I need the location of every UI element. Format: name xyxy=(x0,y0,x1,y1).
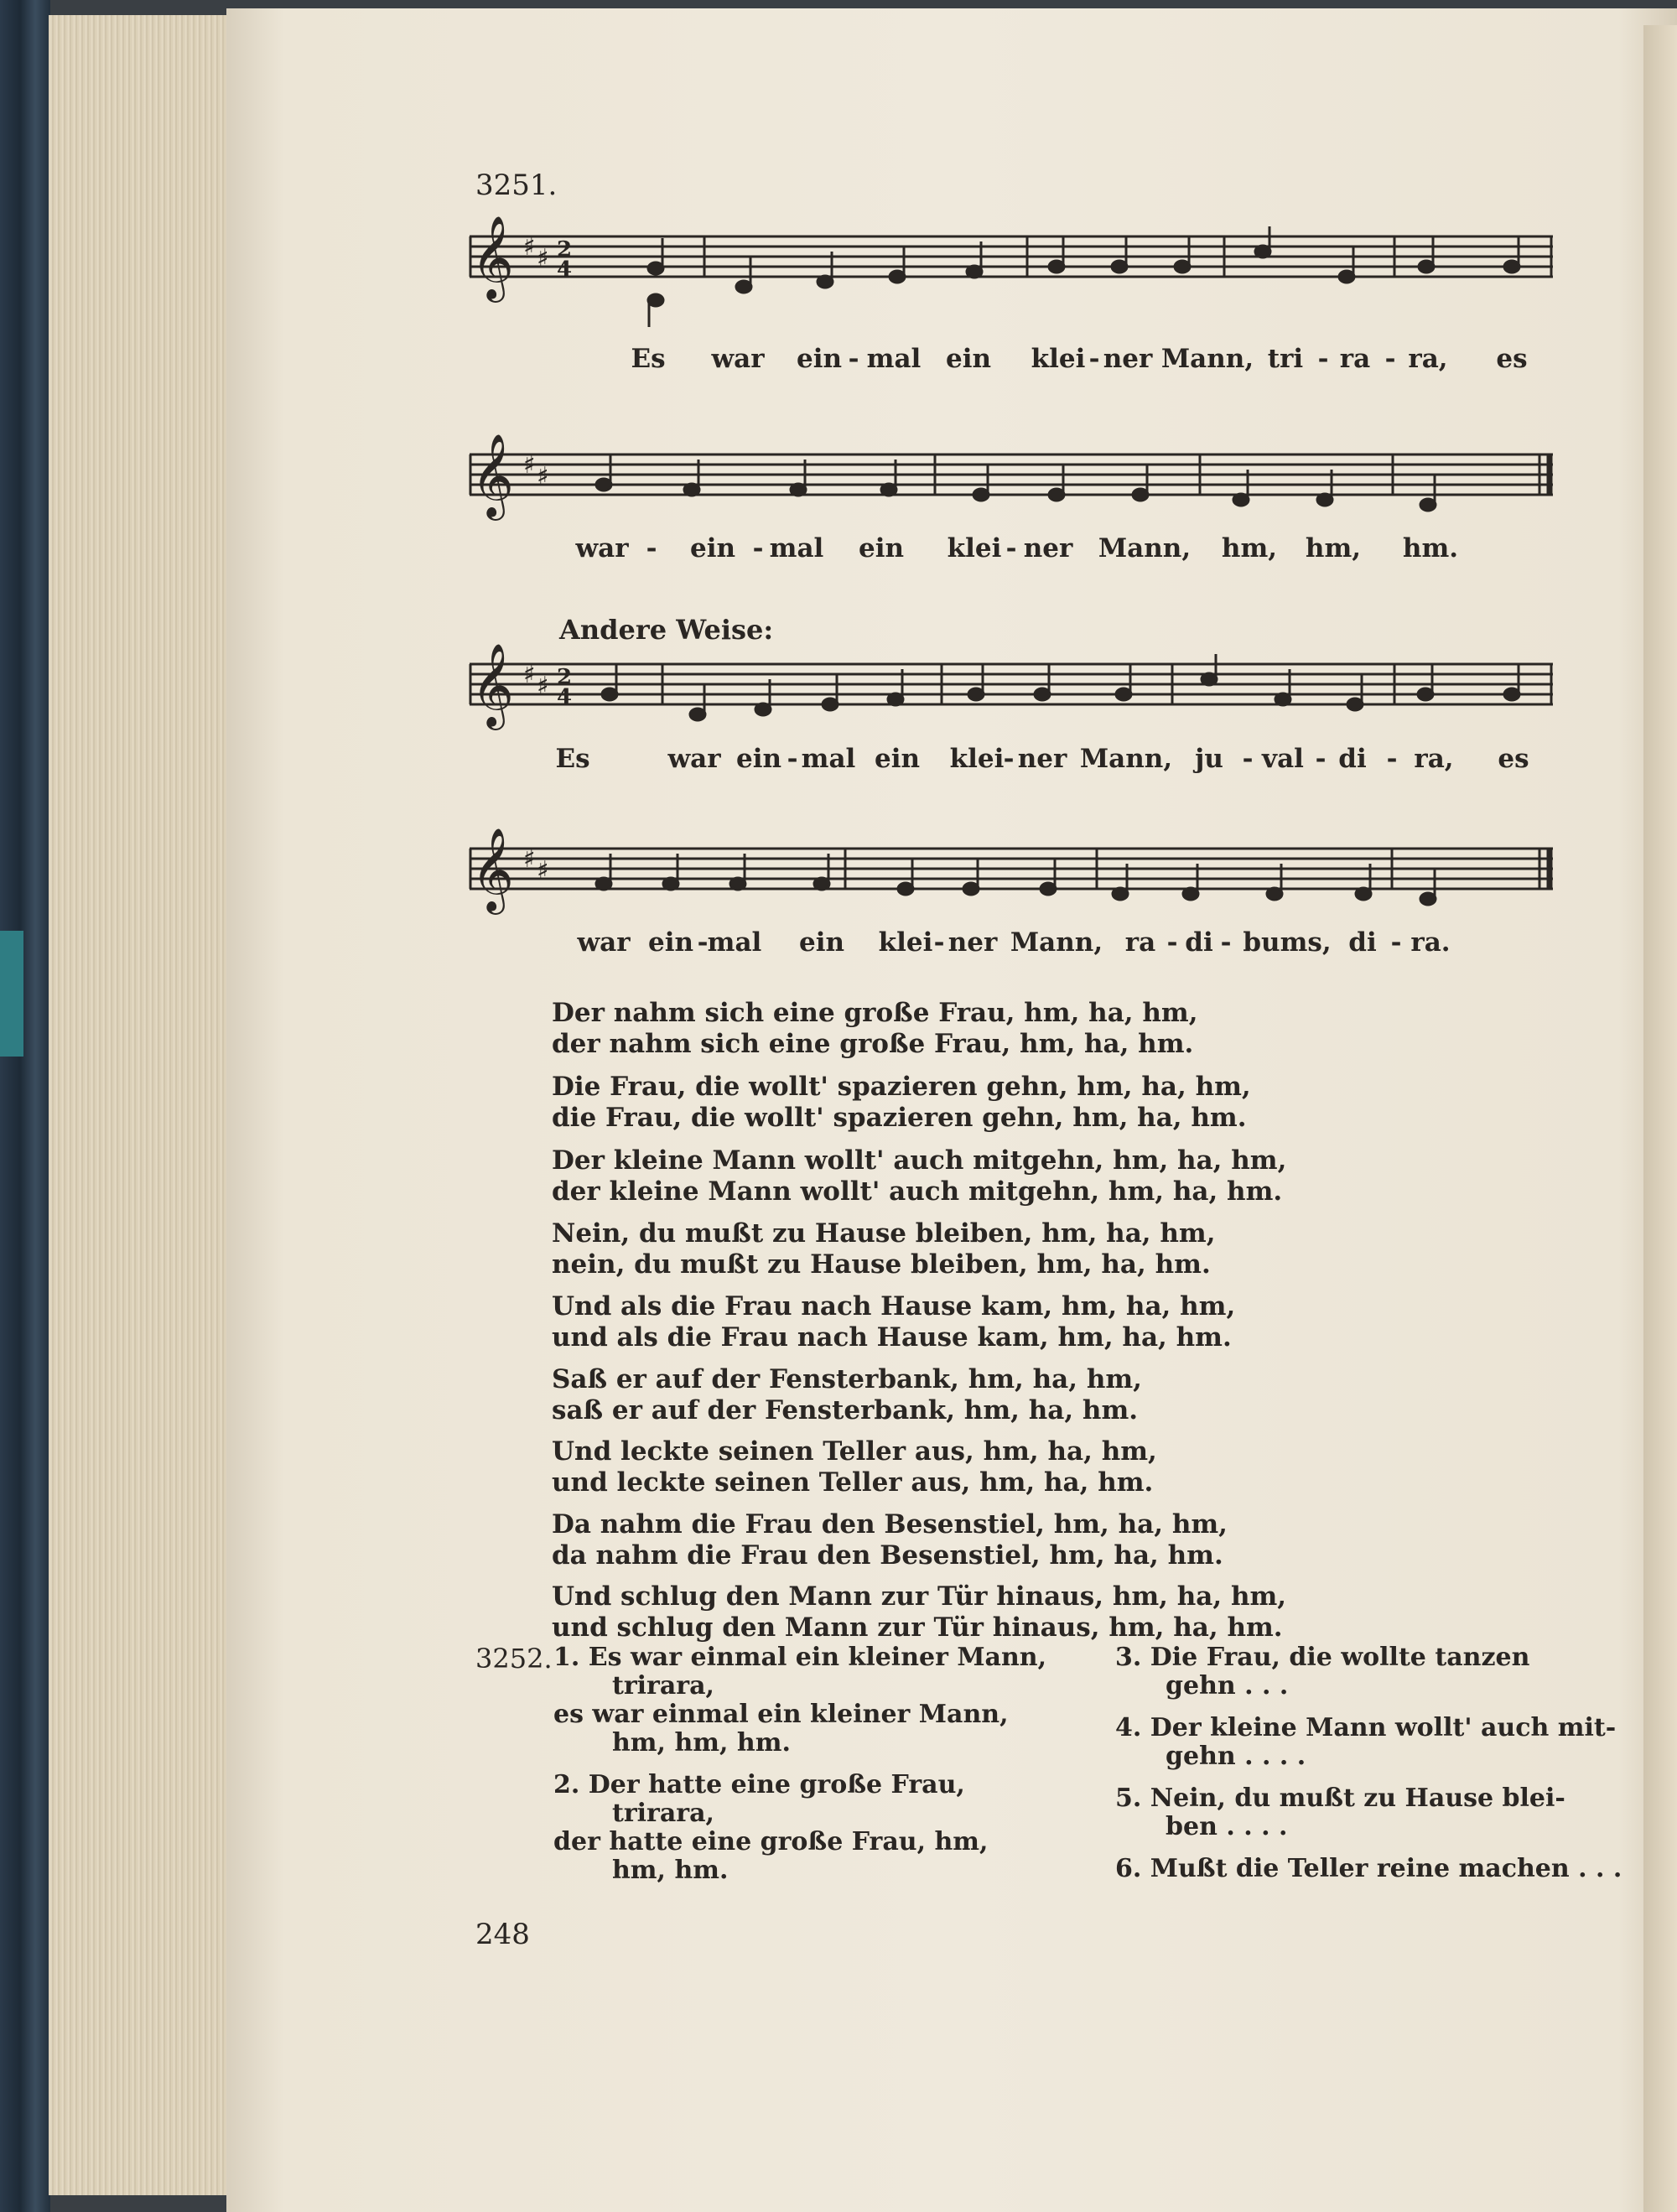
stanza: Nein, du mußt zu Hause bleiben, hm, ha, hm, nein, du mußt zu Hause bleiben, hm, ha, hm. xyxy=(552,1218,1216,1280)
lyric: Es xyxy=(631,344,666,374)
lyric: war xyxy=(667,744,721,774)
svg-text:2: 2 xyxy=(557,237,573,262)
lyric: hm, xyxy=(1221,533,1278,563)
lyric: war xyxy=(575,533,629,563)
lyric: Mann, xyxy=(1160,344,1254,374)
lyric: Mann, xyxy=(1079,744,1173,774)
svg-text:♯: ♯ xyxy=(523,844,536,874)
svg-text:♯: ♯ xyxy=(523,450,536,480)
svg-text:♯: ♯ xyxy=(537,244,549,273)
lyric: klei xyxy=(1031,344,1086,374)
lyric: di xyxy=(1348,927,1377,958)
lyric: di xyxy=(1185,927,1213,958)
lyric: war xyxy=(577,927,631,958)
lyric: - xyxy=(1317,344,1329,374)
lyric: - xyxy=(1386,744,1398,774)
stanza: Und leckte seinen Teller aus, hm, ha, hm, und leckte seinen Teller aus, hm, ha, hm. xyxy=(552,1436,1157,1498)
stanza: Und als die Frau nach Hause kam, hm, ha, hm, und als die Frau nach Hause kam, hm, ha, hm. xyxy=(552,1291,1236,1353)
lyric: - xyxy=(848,344,859,374)
lyric: mal xyxy=(707,927,762,958)
lyric: klei xyxy=(878,927,933,958)
lyric: - xyxy=(1005,533,1017,563)
lyric: ra, xyxy=(1414,744,1454,774)
lyric: ra. xyxy=(1410,927,1451,958)
lyric: ju xyxy=(1195,744,1223,774)
lyric: ein xyxy=(689,533,736,563)
lyric: es xyxy=(1496,344,1528,374)
music-staff-4 xyxy=(470,828,1560,922)
svg-text:♯: ♯ xyxy=(537,672,549,701)
book-cover-edge xyxy=(0,0,50,2212)
song2-right-column: 3. Die Frau, die wollte tanzen gehn . . . 4. Der kleine Mann wollt' auch mit- gehn . . . . 5. Nein, du mußt zu Hause blei- ben . . . . 6. Mußt die Teller reine machen . . . xyxy=(1115,1643,1622,1883)
lyric: - xyxy=(752,533,764,563)
lyric: - xyxy=(1088,344,1100,374)
stanza: Der kleine Mann wollt' auch mitgehn, hm, ha, hm, der kleine Mann wollt' auch mitgehn, hm, ha, hm. xyxy=(552,1145,1287,1207)
lyric: ein xyxy=(945,344,992,374)
lyric: ein xyxy=(858,533,905,563)
lyric: ein xyxy=(647,927,694,958)
alternate-melody-heading: Andere Weise: xyxy=(559,614,774,646)
lyric: ra, xyxy=(1408,344,1448,374)
svg-text:4: 4 xyxy=(557,685,573,710)
svg-text:♯: ♯ xyxy=(537,856,549,885)
lyric: tri xyxy=(1267,344,1304,374)
treble-clef-icon: 𝄞 xyxy=(471,643,514,727)
cover-marbling xyxy=(0,931,23,1057)
lyric: bums, xyxy=(1243,927,1332,958)
stanza: Da nahm die Frau den Besenstiel, hm, ha, hm, da nahm die Frau den Besenstiel, hm, ha, hm. xyxy=(552,1509,1228,1571)
lyric: - xyxy=(646,533,657,563)
lyric: ner xyxy=(1017,744,1067,774)
lyric: Es xyxy=(555,744,590,774)
song-number: 3251. xyxy=(475,169,558,202)
lyric: ra xyxy=(1339,344,1371,374)
lyric: Mann, xyxy=(1010,927,1103,958)
stanza: Saß er auf der Fensterbank, hm, ha, hm, saß er auf der Fensterbank, hm, ha, hm. xyxy=(552,1364,1142,1425)
lyric: ra xyxy=(1124,927,1156,958)
lyric: klei xyxy=(949,744,1005,774)
page-number: 248 xyxy=(475,1918,530,1951)
lyric: ein xyxy=(798,927,845,958)
page-stack-edges xyxy=(49,15,250,2195)
lyric: - xyxy=(1242,744,1254,774)
treble-clef-icon: 𝄞 xyxy=(471,215,514,299)
lyric: klei xyxy=(947,533,1002,563)
stanza: Der nahm sich eine große Frau, hm, ha, hm, der nahm sich eine große Frau, hm, ha, hm. xyxy=(552,998,1198,1059)
lyric: - xyxy=(1220,927,1232,958)
music-staff-3 xyxy=(470,643,1560,738)
lyric: ner xyxy=(948,927,998,958)
lyric: - xyxy=(697,927,709,958)
lyric: val xyxy=(1262,744,1304,774)
stanza: Die Frau, die wollt' spazieren gehn, hm, ha, hm, die Frau, die wollt' spazieren gehn, hm, ha, hm. xyxy=(552,1072,1251,1133)
svg-text:♯: ♯ xyxy=(537,462,549,491)
lyric: ein xyxy=(796,344,843,374)
lyric: ner xyxy=(1023,533,1073,563)
lyric: hm, xyxy=(1305,533,1362,563)
lyric: ein xyxy=(735,744,782,774)
lyric: mal xyxy=(801,744,856,774)
lyric: war xyxy=(711,344,765,374)
lyric: ner xyxy=(1103,344,1153,374)
lyric: mal xyxy=(769,533,824,563)
stanza: Und schlug den Mann zur Tür hinaus, hm, ha, hm, und schlug den Mann zur Tür hinaus, hm, ha, hm. xyxy=(552,1581,1287,1643)
lyric: - xyxy=(1390,927,1402,958)
treble-clef-icon: 𝄞 xyxy=(471,434,514,517)
song-number: 3252. xyxy=(475,1643,553,1675)
svg-text:♯: ♯ xyxy=(523,232,536,262)
svg-text:♯: ♯ xyxy=(523,660,536,689)
lyric: Mann, xyxy=(1098,533,1192,563)
lyric: - xyxy=(787,744,798,774)
lyric: di xyxy=(1338,744,1367,774)
song2-left-column: 1. Es war einmal ein kleiner Mann, trirara, es war einmal ein kleiner Mann, hm, hm, hm. 2. Der hatte eine große Frau, trirara, der hatte eine große Frau, hm, hm, hm. xyxy=(553,1643,1047,1885)
lyric: - xyxy=(1315,744,1327,774)
lyric: - xyxy=(1384,344,1396,374)
lyric: - xyxy=(933,927,945,958)
lyric: - xyxy=(1166,927,1178,958)
lyric: mal xyxy=(866,344,922,374)
svg-text:2: 2 xyxy=(557,665,573,690)
treble-clef-icon: 𝄞 xyxy=(471,828,514,911)
lyric: es xyxy=(1498,744,1529,774)
music-staff-2 xyxy=(470,434,1560,528)
page-gutter xyxy=(1643,25,1677,2212)
lyric: hm. xyxy=(1402,533,1459,563)
music-staff-1 xyxy=(470,215,1560,335)
svg-text:4: 4 xyxy=(557,257,573,283)
lyric: ein xyxy=(874,744,921,774)
lyric: - xyxy=(1003,744,1015,774)
